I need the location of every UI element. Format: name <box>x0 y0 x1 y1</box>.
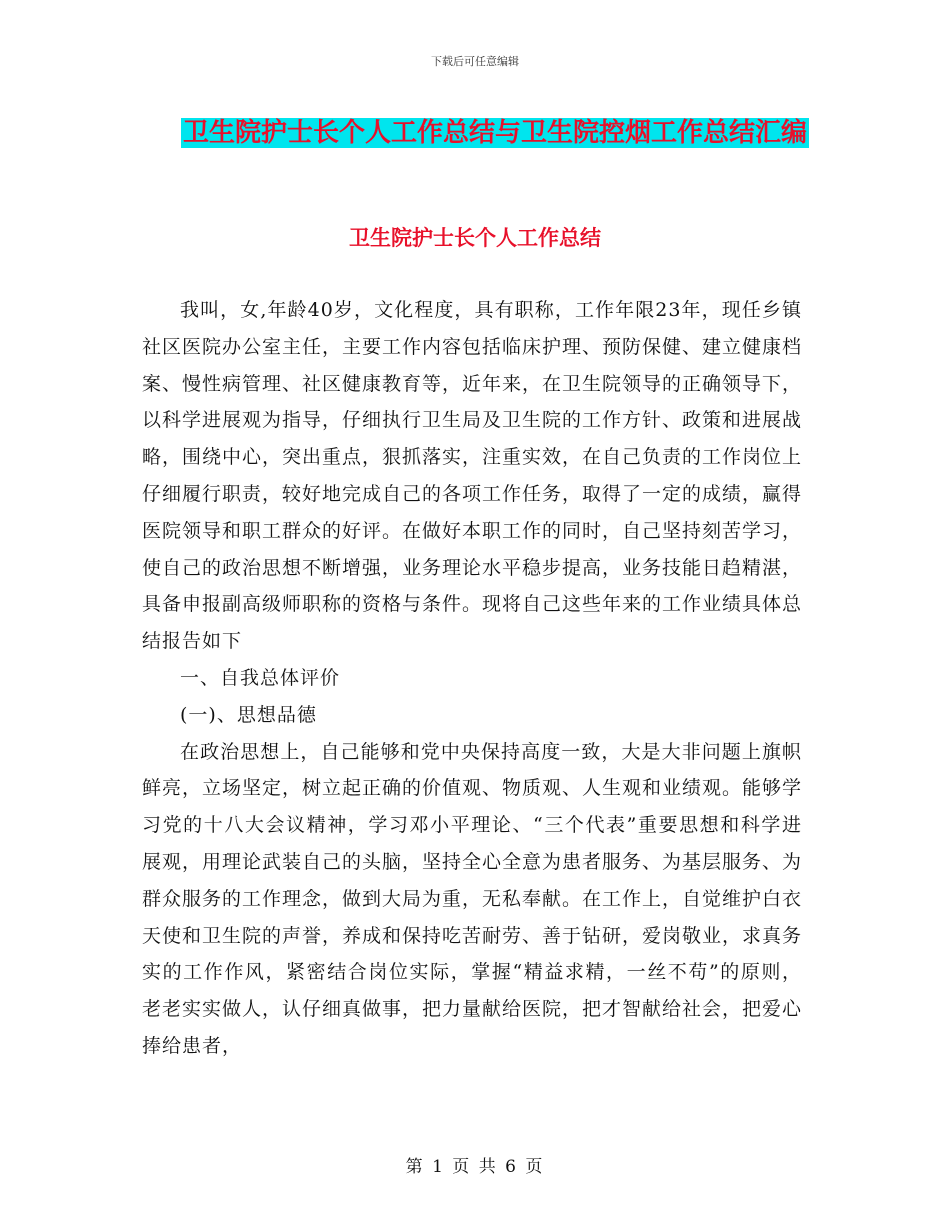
section-title: 卫生院护士长个人工作总结 <box>349 226 601 250</box>
page-header-note: 下载后可任意编辑 <box>431 55 519 68</box>
heading-moral-character: (一)、思想品德 <box>180 703 317 726</box>
document-body <box>142 292 802 1065</box>
paragraph-political-thought: 在政治思想上，自己能够和党中央保持高度一致，大是大非问题上旗帜鲜亮，立场坚定，树立起正确的价值观、物质观、人生观和业绩观。能够学习党的十八大会议精神，学习邓小平理论、“三个代表”重要思想和科学进展观，用理论武装自己的头脑，坚持全心全意为患者服务、为基层服务、为群众服务的工作理念，做到大局为重，无私奉献。在工作上，自觉维护白衣天使和卫生院的声誉，养成和保持吃苦耐劳、善于钻研，爱岗敬业，求真务实的工作作风，紧密结合岗位实际，掌握“精益求精，一丝不苟”的原则，老老实实做人，认仔细真做事，把力量献给医院，把才智献给社会，把爱心捧给患者， <box>142 740 803 1057</box>
paragraph-intro: 我叫，女,年龄40岁，文化程度，具有职称，工作年限23年，现任乡镇社区医院办公室主任，主要工作内容包括临床护理、预防保健、建立健康档案、慢性病管理、社区健康教育等，近年来，在卫生院领导的正确领导下，以科学进展观为指导，仔细执行卫生局及卫生院的工作方针、政策和进展战略，围绕中心，突出重点，狠抓落实，注重实效，在自己负责的工作岗位上仔细履行职责，较好地完成自己的各项工作任务，取得了一定的成绩，赢得医院领导和职工群众的好评。在做好本职工作的同时，自己坚持刻苦学习，使自己的政治思想不断增强，业务理论水平稳步提高，业务技能日趋精湛，具备申报副高级师职称的资格与条件。现将自己这些年来的工作业绩具体总结报告如下 <box>142 299 803 653</box>
heading-self-evaluation: 一、自我总体评价 <box>180 666 341 689</box>
page-number-footer: 第 1 页 共 6 页 <box>405 1157 545 1177</box>
document-title <box>180 112 810 154</box>
document-title-text: 卫生院护士长个人工作总结与卫生院控烟工作总结汇编 <box>182 118 807 148</box>
